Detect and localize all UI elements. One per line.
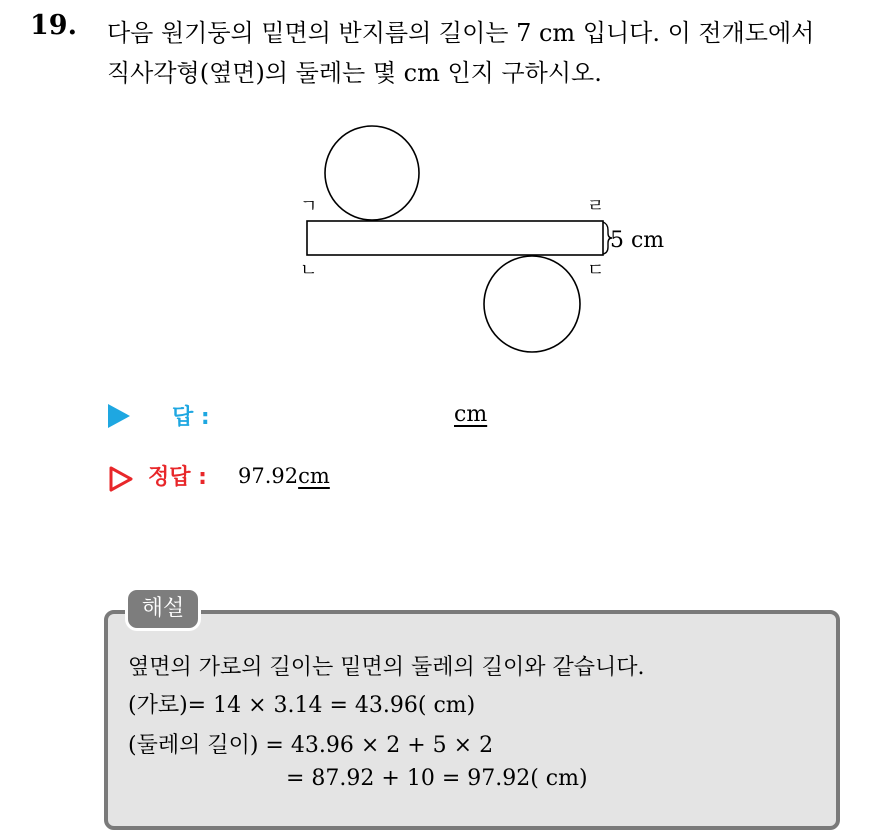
label-height: 5 cm xyxy=(610,228,665,253)
correct-value-unit: cm xyxy=(298,464,330,488)
explanation-line-2: (가로)= 14 × 3.14 = 43.96( cm) xyxy=(128,693,476,718)
explanation-line-3: (둘레의 길이) = 43.96 × 2 + 5 × 2 xyxy=(128,733,494,758)
question-number: 19. xyxy=(30,10,77,41)
correct-value-number: 97.92 xyxy=(238,464,299,488)
label-bottom-right: ㄷ xyxy=(587,260,605,281)
explanation-box xyxy=(104,610,840,830)
side-rectangle xyxy=(307,221,603,255)
explanation-tag: 해설 xyxy=(128,590,198,628)
question-text-line-1: 다음 원기둥의 밑면의 반지름의 길이는 7 cm 입니다. 이 전개도에서 xyxy=(107,19,815,47)
label-bottom-left: ㄴ xyxy=(300,260,318,281)
question-text-line-2: 직사각형(옆면)의 둘레는 몇 cm 인지 구하시오. xyxy=(107,59,602,87)
explanation-line-4: = 87.92 + 10 = 97.92( cm) xyxy=(286,766,588,791)
play-triangle-icon xyxy=(108,404,130,428)
answer-unit: cm xyxy=(454,402,488,427)
bottom-base-circle xyxy=(484,256,580,352)
correct-answer-value xyxy=(238,464,330,488)
outline-triangle-icon xyxy=(108,466,134,492)
answer-label: 답 : xyxy=(172,405,210,430)
label-top-right: ㄹ xyxy=(587,196,605,217)
top-base-circle xyxy=(325,126,419,220)
correct-answer-label: 정답 : xyxy=(148,465,207,490)
label-top-left: ㄱ xyxy=(300,196,318,217)
explanation-line-1: 옆면의 가로의 길이는 밑면의 둘레의 길이와 같습니다. xyxy=(128,655,645,680)
cylinder-net-figure xyxy=(290,120,690,365)
